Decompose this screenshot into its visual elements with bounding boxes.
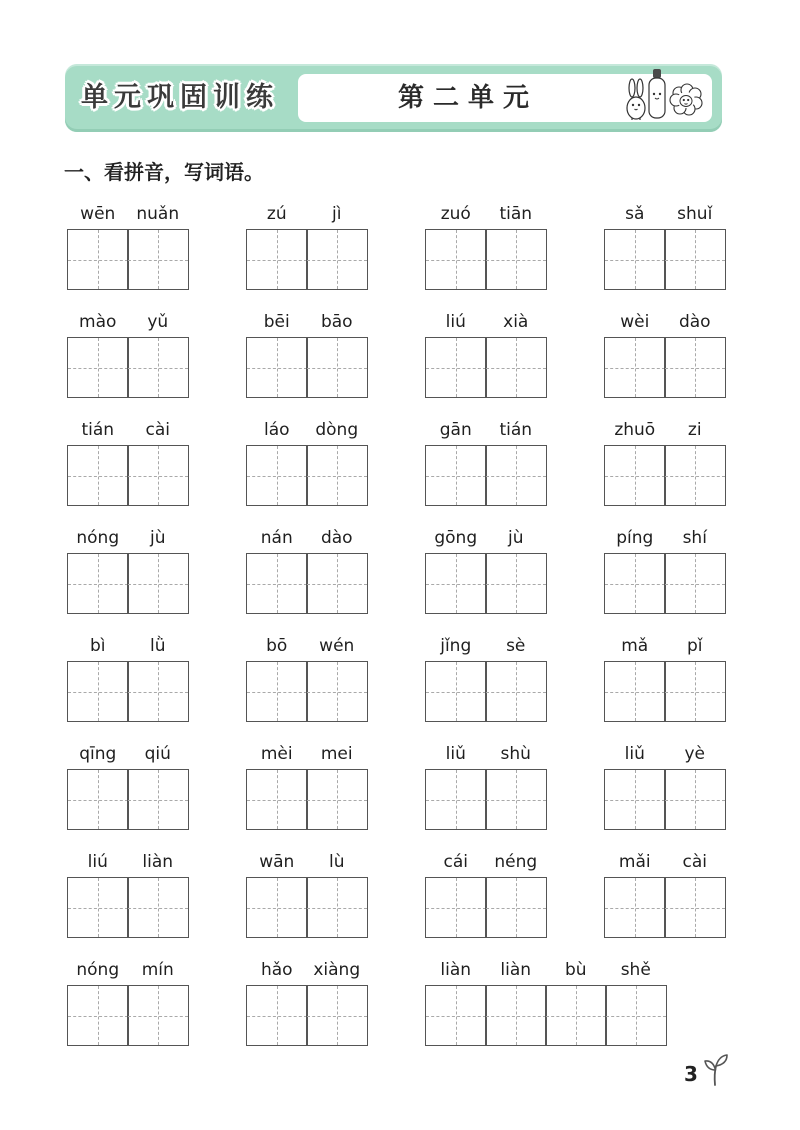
pinyin-label: yè: [684, 744, 706, 764]
pinyin-label: zuó: [440, 204, 471, 224]
pinyin-label: mào: [79, 312, 117, 332]
pinyin-label: mei: [320, 744, 353, 764]
syllable-cell: [604, 743, 666, 830]
pinyin-label: xiàng: [313, 960, 361, 980]
writing-box: [246, 229, 308, 290]
writing-box: [664, 553, 726, 614]
writing-box: [664, 229, 726, 290]
writing-box: [664, 445, 726, 506]
writing-box: [127, 985, 189, 1046]
word-item: [425, 419, 547, 506]
unit-title-panel: [298, 74, 712, 122]
syllable-cell: [604, 311, 666, 398]
writing-box: [246, 337, 308, 398]
word-item: [604, 743, 726, 830]
syllable-cell: [485, 311, 547, 398]
pinyin-label: bì: [89, 636, 106, 656]
pinyin-label: bō: [266, 636, 288, 656]
pinyin-label: bāo: [320, 312, 353, 332]
pinyin-label: qiú: [144, 744, 171, 764]
syllable-cell: [664, 635, 726, 722]
writing-box: [246, 985, 308, 1046]
syllable-cell: [67, 635, 129, 722]
writing-box: [67, 769, 129, 830]
syllable-cell: [485, 851, 547, 938]
word-item: [246, 743, 368, 830]
bottle-icon: [646, 68, 668, 120]
pinyin-label: hǎo: [260, 960, 293, 980]
pinyin-label: bēi: [263, 312, 290, 332]
pinyin-label: shù: [500, 744, 531, 764]
word-item: [246, 527, 368, 614]
pinyin-label: nóng: [76, 960, 120, 980]
syllable-cell: [604, 635, 666, 722]
syllable-cell: [605, 959, 667, 1046]
pinyin-label: liàn: [500, 960, 532, 980]
syllable-cell: [67, 959, 129, 1046]
word-item: [604, 635, 726, 722]
syllable-cell: [246, 743, 308, 830]
pinyin-label: mǎ: [621, 636, 649, 656]
writing-box: [306, 337, 368, 398]
writing-box: [425, 661, 487, 722]
writing-box: [425, 985, 487, 1046]
syllable-cell: [425, 959, 487, 1046]
pinyin-label: pǐ: [686, 636, 703, 656]
word-item: [67, 311, 189, 398]
syllable-cell: [425, 419, 487, 506]
pinyin-label: wān: [259, 852, 295, 872]
sheep-icon: [670, 84, 702, 116]
pinyin-label: zhuō: [614, 420, 656, 440]
syllable-cell: [306, 419, 368, 506]
writing-box: [246, 661, 308, 722]
syllable-cell: [306, 743, 368, 830]
syllable-cell: [604, 419, 666, 506]
pinyin-label: cài: [682, 852, 707, 872]
syllable-cell: [306, 527, 368, 614]
syllable-cell: [246, 527, 308, 614]
banner-badge: 单元巩固训练: [81, 82, 279, 113]
pinyin-label: mín: [141, 960, 174, 980]
syllable-cell: [67, 419, 129, 506]
word-item: [246, 959, 368, 1046]
writing-box: [306, 985, 368, 1046]
writing-box: [485, 337, 547, 398]
pinyin-label: nóng: [76, 528, 120, 548]
mascot-group: [624, 68, 704, 120]
pinyin-label: píng: [616, 528, 654, 548]
word-item: [425, 635, 547, 722]
syllable-cell: [67, 203, 129, 290]
pinyin-label: nuǎn: [136, 204, 180, 224]
syllable-cell: [664, 419, 726, 506]
pinyin-label: jù: [150, 528, 166, 548]
pinyin-label: gān: [439, 420, 472, 440]
pinyin-label: dào: [678, 312, 711, 332]
writing-box: [485, 445, 547, 506]
sprout-icon: [703, 1054, 729, 1086]
writing-box: [485, 661, 547, 722]
writing-box: [306, 445, 368, 506]
syllable-cell: [604, 203, 666, 290]
pinyin-label: qīng: [79, 744, 117, 764]
writing-box: [127, 229, 189, 290]
writing-box: [306, 553, 368, 614]
unit-banner: [65, 64, 722, 132]
pinyin-label: lǜ: [150, 636, 166, 656]
pinyin-label: lù: [329, 852, 345, 872]
writing-box: [664, 877, 726, 938]
writing-box: [67, 877, 129, 938]
word-item: [246, 851, 368, 938]
word-item: [246, 635, 368, 722]
writing-box: [604, 553, 666, 614]
writing-box: [306, 229, 368, 290]
pinyin-label: shuǐ: [677, 204, 713, 224]
pinyin-label: néng: [494, 852, 538, 872]
page-number: 3: [684, 1062, 698, 1086]
writing-box: [67, 985, 129, 1046]
syllable-cell: [127, 527, 189, 614]
pinyin-label: dòng: [315, 420, 359, 440]
syllable-cell: [246, 311, 308, 398]
pinyin-label: cái: [443, 852, 468, 872]
pinyin-label: jǐng: [440, 636, 472, 656]
syllable-cell: [664, 203, 726, 290]
syllable-cell: [306, 203, 368, 290]
word-item: [246, 419, 368, 506]
pinyin-label: nán: [260, 528, 293, 548]
syllable-cell: [485, 743, 547, 830]
syllable-cell: [425, 527, 487, 614]
word-item: [425, 311, 547, 398]
writing-box: [545, 985, 607, 1046]
writing-box: [664, 661, 726, 722]
writing-box: [306, 661, 368, 722]
writing-box: [425, 769, 487, 830]
writing-box: [664, 769, 726, 830]
writing-box: [485, 229, 547, 290]
writing-box: [127, 769, 189, 830]
word-item: [246, 203, 368, 290]
writing-box: [127, 553, 189, 614]
pinyin-label: xià: [503, 312, 529, 332]
writing-box: [485, 769, 547, 830]
pinyin-label: cài: [145, 420, 170, 440]
writing-box: [67, 445, 129, 506]
writing-box: [604, 769, 666, 830]
syllable-cell: [306, 851, 368, 938]
word-item: [425, 203, 547, 290]
word-item: [67, 743, 189, 830]
pinyin-label: tián: [499, 420, 533, 440]
syllable-cell: [604, 851, 666, 938]
syllable-cell: [425, 743, 487, 830]
pinyin-label: tiān: [499, 204, 533, 224]
syllable-cell: [306, 635, 368, 722]
writing-box: [604, 229, 666, 290]
writing-box: [306, 769, 368, 830]
writing-box: [605, 985, 667, 1046]
pinyin-label: sǎ: [625, 204, 645, 224]
syllable-cell: [246, 851, 308, 938]
syllable-cell: [485, 203, 547, 290]
syllable-cell: [664, 743, 726, 830]
word-item: [67, 527, 189, 614]
syllable-cell: [545, 959, 607, 1046]
pinyin-label: liàn: [440, 960, 472, 980]
writing-box: [485, 877, 547, 938]
syllable-cell: [67, 527, 129, 614]
pinyin-label: mǎi: [618, 852, 651, 872]
writing-box: [127, 877, 189, 938]
word-item: [425, 851, 547, 938]
pinyin-label: gōng: [434, 528, 478, 548]
syllable-cell: [127, 743, 189, 830]
syllable-cell: [664, 851, 726, 938]
pinyin-label: zi: [687, 420, 702, 440]
word-item: [67, 635, 189, 722]
pinyin-label: tián: [81, 420, 115, 440]
word-item: [67, 959, 189, 1046]
pinyin-label: sè: [506, 636, 526, 656]
writing-box: [604, 337, 666, 398]
writing-box: [425, 553, 487, 614]
syllable-cell: [246, 635, 308, 722]
syllable-cell: [306, 959, 368, 1046]
syllable-cell: [425, 203, 487, 290]
syllable-cell: [67, 743, 129, 830]
pinyin-label: shí: [682, 528, 707, 548]
writing-box: [425, 337, 487, 398]
writing-box: [425, 445, 487, 506]
writing-box: [485, 553, 547, 614]
pinyin-label: liàn: [142, 852, 174, 872]
syllable-cell: [127, 635, 189, 722]
syllable-cell: [246, 419, 308, 506]
pinyin-label: wén: [319, 636, 355, 656]
writing-box: [127, 337, 189, 398]
writing-box: [67, 337, 129, 398]
syllable-cell: [246, 959, 308, 1046]
syllable-cell: [664, 527, 726, 614]
pinyin-label: liǔ: [624, 744, 645, 764]
unit-title: 第二单元: [398, 83, 539, 113]
syllable-cell: [67, 851, 129, 938]
syllable-cell: [485, 527, 547, 614]
syllable-cell: [67, 311, 129, 398]
syllable-cell: [127, 851, 189, 938]
writing-box: [246, 553, 308, 614]
word-item: [604, 311, 726, 398]
syllable-cell: [127, 419, 189, 506]
pinyin-label: zú: [266, 204, 287, 224]
syllable-cell: [127, 203, 189, 290]
syllable-cell: [425, 635, 487, 722]
writing-box: [664, 337, 726, 398]
syllable-cell: [485, 419, 547, 506]
word-item: [67, 851, 189, 938]
writing-box: [246, 877, 308, 938]
syllable-cell: [127, 311, 189, 398]
word-item: [67, 419, 189, 506]
pinyin-label: shě: [620, 960, 651, 980]
pinyin-label: liǔ: [445, 744, 466, 764]
syllable-cell: [485, 959, 547, 1046]
writing-box: [306, 877, 368, 938]
writing-box: [67, 553, 129, 614]
syllable-cell: [485, 635, 547, 722]
word-item: [425, 959, 667, 1046]
pinyin-label: wèi: [620, 312, 650, 332]
writing-box: [67, 661, 129, 722]
syllable-cell: [127, 959, 189, 1046]
pinyin-label: bù: [564, 960, 587, 980]
word-item: [604, 203, 726, 290]
syllable-cell: [425, 311, 487, 398]
writing-box: [604, 445, 666, 506]
pinyin-label: mèi: [260, 744, 293, 764]
writing-box: [604, 661, 666, 722]
word-item: [604, 851, 726, 938]
pinyin-label: liú: [445, 312, 466, 332]
writing-box: [67, 229, 129, 290]
pinyin-label: láo: [263, 420, 290, 440]
writing-box: [425, 229, 487, 290]
pinyin-label: liú: [87, 852, 108, 872]
rabbit-icon: [624, 78, 648, 120]
writing-box: [425, 877, 487, 938]
word-item: [67, 203, 189, 290]
pinyin-label: dào: [320, 528, 353, 548]
word-item: [604, 527, 726, 614]
syllable-cell: [306, 311, 368, 398]
syllable-cell: [425, 851, 487, 938]
syllable-cell: [604, 527, 666, 614]
word-item: [425, 743, 547, 830]
pinyin-label: yǔ: [147, 312, 169, 332]
section-title: 一、看拼音，写词语。: [64, 160, 264, 184]
writing-box: [485, 985, 547, 1046]
writing-box: [246, 769, 308, 830]
pinyin-label: jì: [332, 204, 342, 224]
writing-box: [604, 877, 666, 938]
pinyin-label: jù: [508, 528, 524, 548]
pinyin-label: wēn: [80, 204, 116, 224]
word-item: [246, 311, 368, 398]
writing-box: [127, 445, 189, 506]
writing-box: [127, 661, 189, 722]
syllable-cell: [246, 203, 308, 290]
syllable-cell: [664, 311, 726, 398]
word-item: [604, 419, 726, 506]
word-item: [425, 527, 547, 614]
writing-box: [246, 445, 308, 506]
